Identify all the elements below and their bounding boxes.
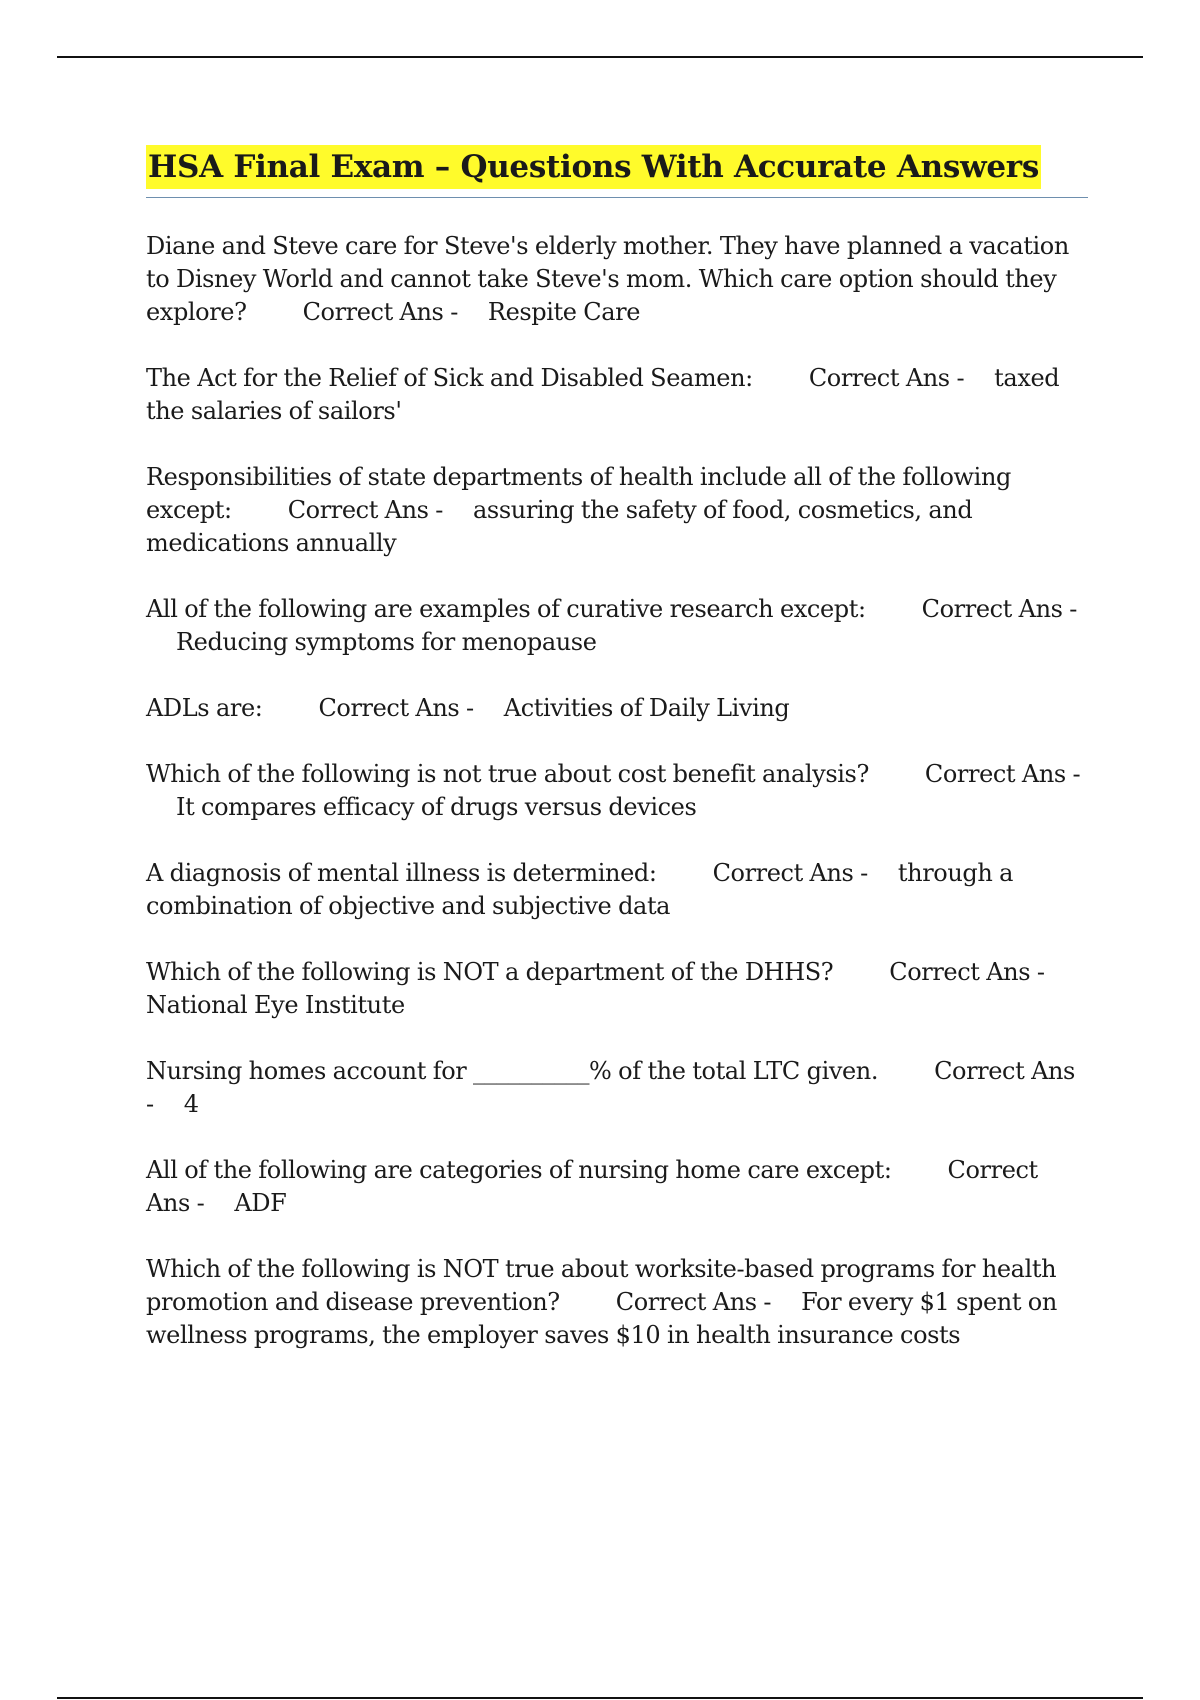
answer-label: Correct Ans - <box>146 1156 1038 1217</box>
qa-item <box>146 758 1088 824</box>
question-text: Which of the following is NOT a department of the DHHS? <box>146 958 834 986</box>
answer-label: Correct Ans - <box>302 298 458 326</box>
document-title: HSA Final Exam – Questions With Accurate Answers <box>146 145 1041 189</box>
document-body <box>146 145 1088 1385</box>
answer-text: ADF <box>234 1189 287 1217</box>
qa-list <box>146 230 1088 1352</box>
question-text: Diane and Steve care for Steve's elderly mother. They have planned a vacation to Disney World and cannot take Steve's mom. Which care option should they explore? <box>146 232 1069 326</box>
qa-item <box>146 1154 1088 1220</box>
question-text: All of the following are categories of nursing home care except: <box>146 1156 892 1184</box>
qa-item <box>146 956 1088 1022</box>
qa-item <box>146 362 1088 428</box>
answer-label: Correct Ans - <box>889 958 1045 986</box>
answer-text: Respite Care <box>487 298 641 326</box>
answer-text: 4 <box>183 1090 199 1118</box>
answer-text: Activities of Daily Living <box>503 694 790 722</box>
question-text: ADLs are: <box>146 694 263 722</box>
answer-label: Correct Ans - <box>615 1288 772 1316</box>
qa-item <box>146 593 1088 659</box>
answer-label: Correct Ans - <box>318 694 474 722</box>
answer-label: Correct Ans - <box>146 1057 1075 1118</box>
question-text: Which of the following is not true about cost benefit analysis? <box>146 760 869 788</box>
answer-text: It compares efficacy of drugs versus devices <box>176 793 697 821</box>
qa-item <box>146 1055 1088 1121</box>
answer-text: assuring the safety of food, cosmetics, and medications annually <box>146 496 973 557</box>
answer-text: For every $1 spent on wellness programs, the employer saves $10 in health insurance costs <box>146 1288 1057 1349</box>
qa-item <box>146 857 1088 923</box>
title-block <box>146 145 1088 198</box>
answer-label: Correct Ans - <box>287 496 444 524</box>
question-text: The Act for the Relief of Sick and Disabled Seamen: <box>146 364 753 392</box>
question-text: A diagnosis of mental illness is determined: <box>146 859 657 887</box>
qa-item <box>146 1253 1088 1352</box>
answer-label: Correct Ans - <box>924 760 1081 788</box>
answer-label: Correct Ans - <box>712 859 868 887</box>
qa-item <box>146 692 1088 725</box>
answer-text: National Eye Institute <box>146 991 405 1019</box>
answer-label: Correct Ans - <box>921 595 1077 623</box>
question-text: All of the following are examples of curative research except: <box>146 595 866 623</box>
page-top-rule <box>57 56 1143 58</box>
answer-text: Reducing symptoms for menopause <box>176 628 597 656</box>
question-text: Responsibilities of state departments of health include all of the following except: <box>146 463 1011 524</box>
answer-text: taxed the salaries of sailors' <box>146 364 1060 425</box>
question-text: Nursing homes account for __________% of the total LTC given. <box>146 1057 879 1085</box>
answer-label: Correct Ans - <box>808 364 965 392</box>
question-text: Which of the following is NOT true about worksite-based programs for health promotion and disease prevention? <box>146 1255 1057 1316</box>
qa-item <box>146 461 1088 560</box>
page-bottom-rule <box>57 1697 1143 1699</box>
answer-text: through a combination of objective and subjective data <box>146 859 1014 920</box>
qa-item <box>146 230 1088 329</box>
